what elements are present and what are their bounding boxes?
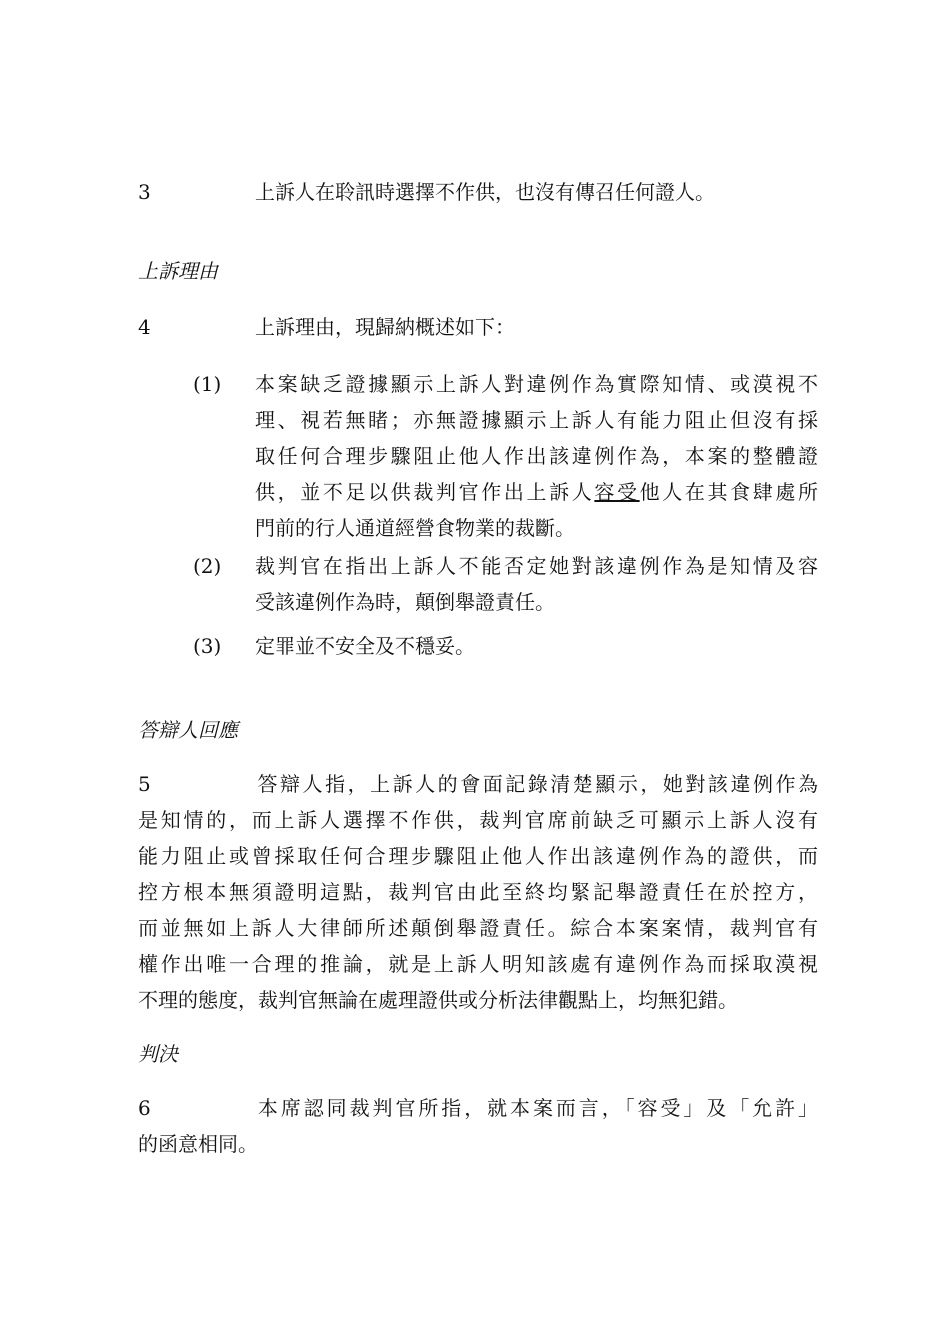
text-line: 本案缺乏證據顯示上訴人對違例作為實際知情、或漠視不	[255, 372, 818, 396]
paragraph-6	[138, 1090, 818, 1162]
text-line: 的函意相同。	[138, 1132, 258, 1156]
text-fragment: 本席認同裁判官所指，就本案而言，「容受」及「允許」	[255, 1096, 818, 1120]
ground-label: (2)	[193, 554, 222, 578]
text-line: 裁判官在指出上訴人不能否定她對該違例作為是知情及容	[255, 554, 818, 578]
text-line	[138, 1090, 818, 1126]
text-line: 理、視若無睹；亦無證據顯示上訴人有能力阻止但沒有採	[255, 408, 818, 432]
paragraph-number: 5	[138, 772, 151, 796]
paragraph-number: 3	[138, 180, 151, 204]
text-line	[255, 474, 818, 510]
text-line: 受該違例作為時，顛倒舉證責任。	[255, 590, 555, 614]
text-line: 控方根本無須證明這點，裁判官由此至終均緊記舉證責任在於控方，	[138, 880, 818, 904]
text-line: 能力阻止或曾採取任何合理步驟阻止他人作出該違例作為的證供，而	[138, 844, 818, 868]
text-line: 是知情的，而上訴人選擇不作供，裁判官席前缺乏可顯示上訴人沒有	[138, 808, 818, 832]
text-line: 取任何合理步驟阻止他人作出該違例作為，本案的整體證	[255, 444, 818, 468]
text-line: 而並無如上訴人大律師所述顛倒舉證責任。綜合本案案情，裁判官有	[138, 916, 818, 940]
text-line: 門前的行人通道經營食物業的裁斷。	[255, 516, 575, 540]
paragraph-text: 上訴理由，現歸納概述如下：	[255, 315, 515, 339]
ground-label: (3)	[193, 634, 222, 658]
section-heading-judgment: 判決	[138, 1042, 178, 1066]
section-heading-grounds: 上訴理由	[138, 259, 218, 283]
ground-text	[255, 628, 818, 664]
text-fragment: 答辯人指，上訴人的會面記錄清楚顯示，她對該違例作為	[255, 772, 818, 796]
text-line: 不理的態度，裁判官無論在處理證供或分析法律觀點上，均無犯錯。	[138, 988, 738, 1012]
underlined-term: 容受	[594, 480, 640, 504]
text-line: 權作出唯一合理的推論，就是上訴人明知該處有違例作為而採取漠視	[138, 952, 818, 976]
ground-label: (1)	[193, 372, 222, 396]
text-line: 定罪並不安全及不穩妥。	[255, 634, 475, 658]
paragraph-text: 上訴人在聆訊時選擇不作供，也沒有傳召任何證人。	[255, 180, 715, 204]
paragraph-number: 4	[138, 315, 151, 339]
section-heading-response: 答辯人回應	[138, 718, 238, 742]
paragraph-5	[138, 766, 818, 1018]
text-line	[138, 766, 818, 802]
ground-text	[255, 548, 818, 620]
paragraph-number: 6	[138, 1096, 151, 1120]
text-fragment: 他人在其食肆處所	[639, 480, 818, 504]
text-fragment: 供，並不足以供裁判官作出上訴人	[255, 480, 595, 504]
ground-text	[255, 366, 818, 546]
